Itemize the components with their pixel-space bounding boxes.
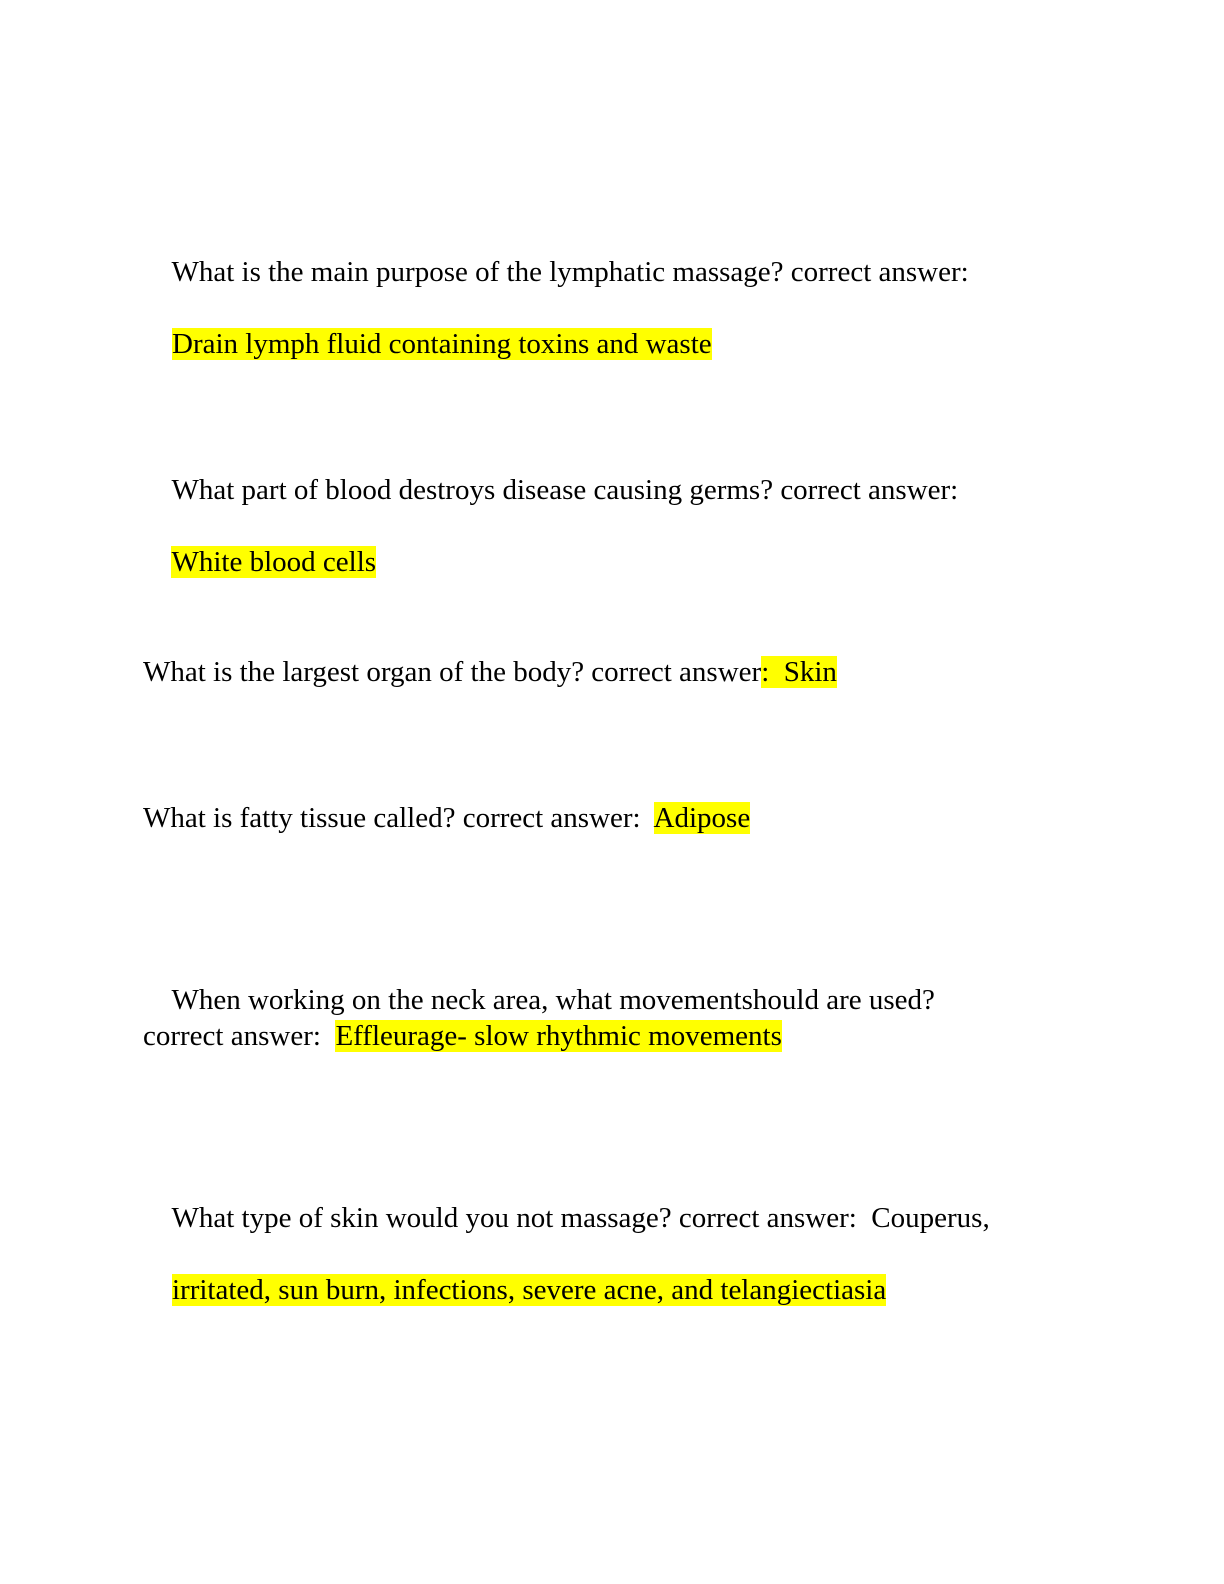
answer-5-highlight: Effleurage- slow rhythmic movements: [335, 1020, 782, 1052]
question-4-line: [143, 800, 750, 836]
question-3: What is the largest organ of the body? correct answer: [143, 656, 762, 688]
question-4: What is fatty tissue called? correct answer:: [143, 802, 654, 834]
answer-1-highlight: Drain lymph fluid containing toxins and waste: [172, 328, 712, 360]
question-5: When working on the neck area, what movementshould are used?: [171, 984, 935, 1016]
answer-2-line: [143, 508, 376, 616]
answer-5-prefix: correct answer:: [143, 1020, 336, 1052]
answer-6-highlight: irritated, sun burn, infections, severe acne, and telangiectiasia: [172, 1274, 887, 1306]
answer-3-highlight: : Skin: [761, 656, 837, 688]
answer-2-highlight: White blood cells: [171, 546, 377, 578]
question-3-line: [143, 654, 837, 690]
question-1: What is the main purpose of the lymphatic massage? correct answer:: [171, 256, 969, 288]
question-6: What type of skin would you not massage? correct answer: Couperus,: [171, 1202, 990, 1234]
answer-4-highlight: Adipose: [653, 802, 751, 834]
answer-1-line: [143, 290, 712, 398]
answer-6-line: [143, 1236, 886, 1344]
answer-5-line: [143, 1018, 782, 1054]
question-2: What part of blood destroys disease causing germs? correct answer:: [171, 474, 959, 506]
